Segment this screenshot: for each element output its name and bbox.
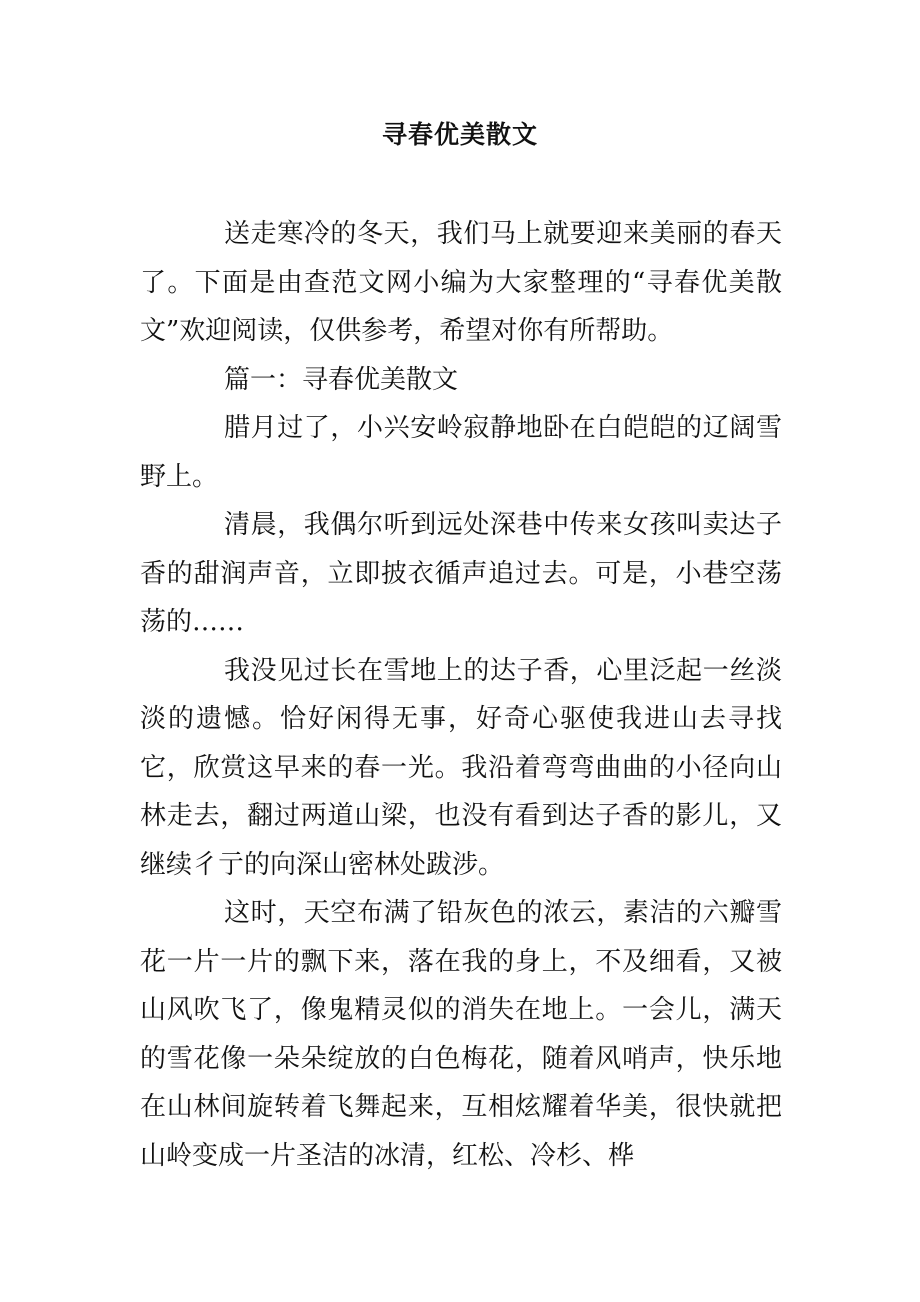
paragraph: 腊月过了，小兴安岭寂静地卧在白皑皑的辽阔雪野上。 — [140, 413, 782, 492]
paragraph: 我没见过长在雪地上的达子香，心里泛起一丝淡淡的遗憾。恰好闲得无事，好奇心驱使我进山去寻找它，欣赏这早来的春一光。我沿着弯弯曲曲的小径向山林走去，翻过两道山梁，也没有看到达子香的影儿，又继续彳亍的向深山密林处跋涉。 — [140, 655, 782, 880]
document-title: 寻春优美散文 — [381, 120, 538, 149]
paragraph: 清晨，我偶尔听到远处深巷中传来女孩叫卖达子香的甜润声音，立即披衣循声追过去。可是，小巷空荡荡的…… — [140, 510, 782, 637]
paragraph: 这时，天空布满了铅灰色的浓云，素洁的六瓣雪花一片一片的飘下来，落在我的身上，不及细看，又被山风吹飞了，像鬼精灵似的消失在地上。一会儿，满天的雪花像一朵朵绽放的白色梅花，随着风哨声，快乐地在山林间旋转着飞舞起来，互相炫耀着华美，很快就把山岭变成一片圣洁的冰清，红松、冷杉、桦 — [140, 898, 782, 1171]
paragraph-intro: 送走寒冷的冬天，我们马上就要迎来美丽的春天了。下面是由查范文网小编为大家整理的“寻春优美散文”欢迎阅读，仅供参考，希望对你有所帮助。 — [140, 219, 782, 346]
document-body — [140, 210, 782, 1180]
section-heading: 篇一：寻春优美散文 — [224, 364, 459, 395]
